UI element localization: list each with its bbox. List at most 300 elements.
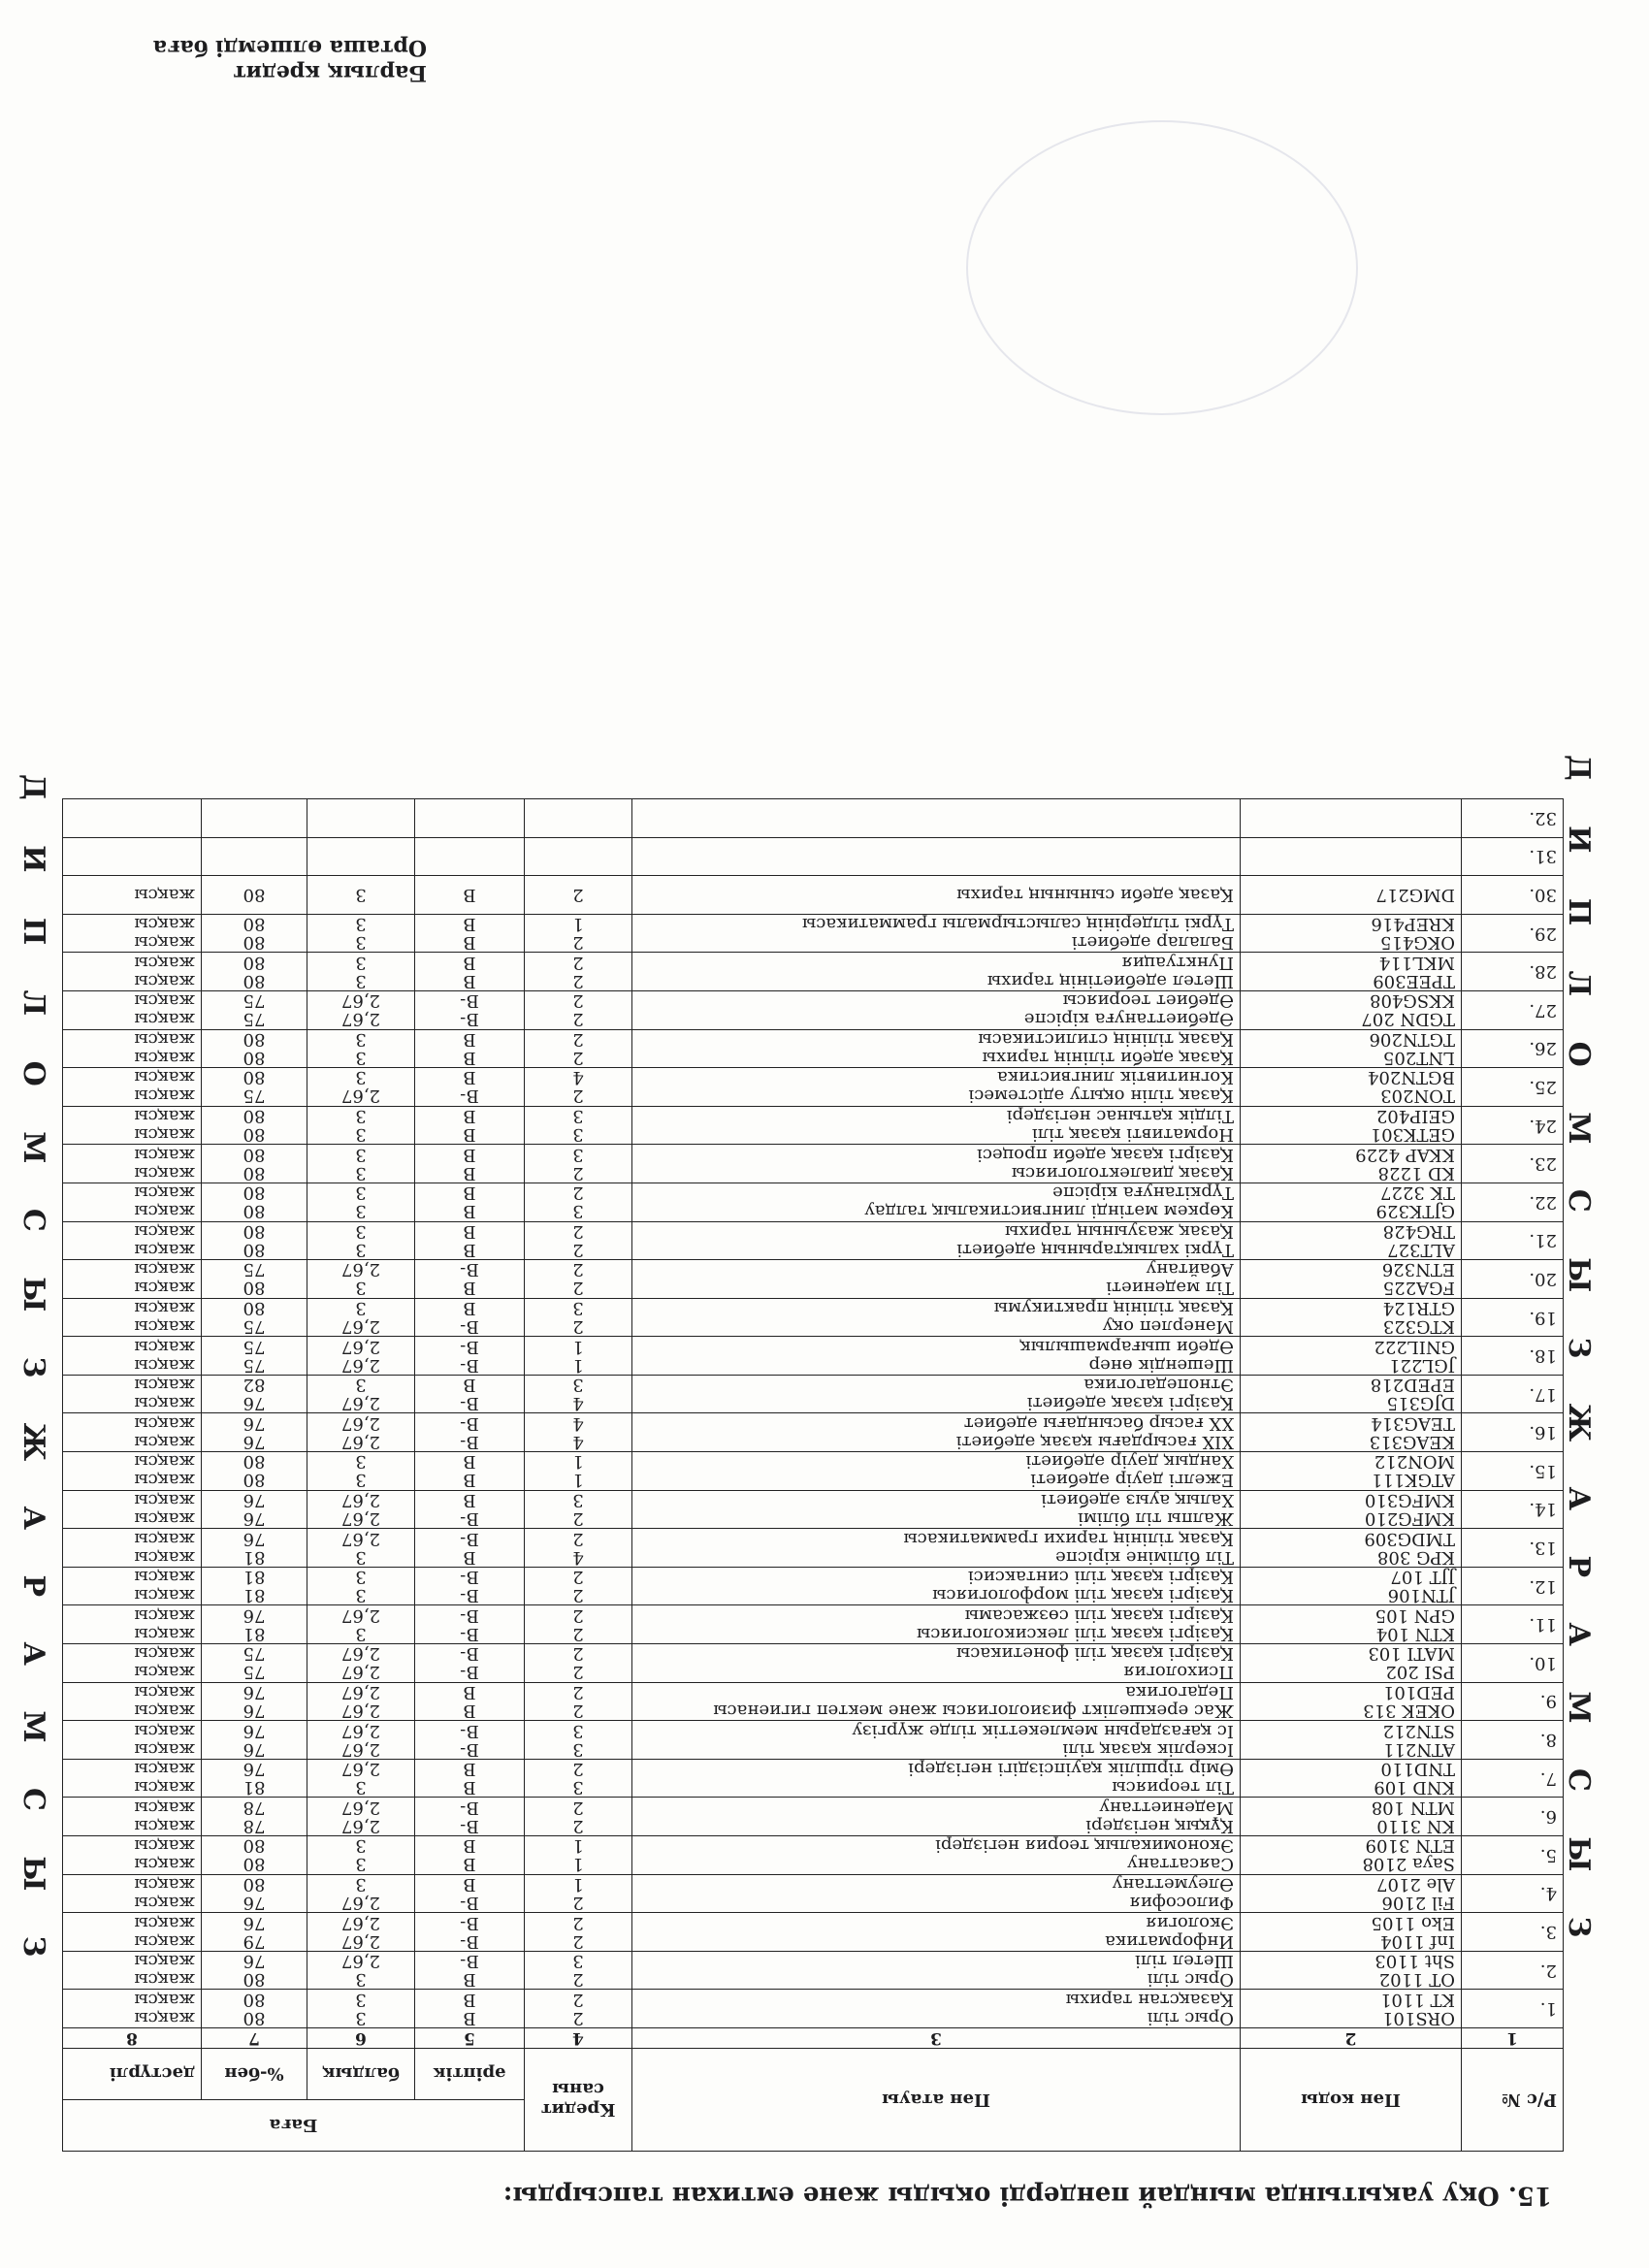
table-cell: [632, 914, 1241, 953]
table-cell: [1462, 1106, 1564, 1145]
course-code: MON212: [1374, 1451, 1455, 1473]
traditional-grade: жақсы: [134, 1239, 195, 1260]
course-code: TPEE309: [1373, 970, 1455, 991]
traditional-grade: жақсы: [134, 1354, 195, 1376]
letter-grade: B-: [460, 1797, 479, 1818]
traditional-grade: жақсы: [134, 990, 195, 1012]
percent-grade: 75: [242, 990, 266, 1012]
course-name: Когнитивтік лингвистика: [997, 1067, 1234, 1088]
percent-grade: 80: [242, 1989, 266, 2010]
course-code: Sht 1103: [1374, 1951, 1455, 1972]
percent-grade: 80: [242, 1969, 266, 1991]
credit-count: 4: [572, 1412, 584, 1434]
table-cell: [1241, 1567, 1462, 1605]
credit-count: 2: [572, 1047, 584, 1068]
credit-count: 4: [572, 1431, 584, 1452]
course-name: Шешендік өнер: [1088, 1354, 1234, 1376]
credit-count: 1: [572, 1354, 584, 1376]
row-number: 22.: [1529, 1191, 1557, 1213]
course-code: OKEK 313: [1363, 1700, 1455, 1721]
credit-count: 2: [572, 1183, 584, 1204]
credit-count: 2: [572, 1528, 584, 1549]
credit-count: 1: [572, 1854, 584, 1875]
table-cell: [1241, 1375, 1462, 1413]
table-cell: [525, 953, 632, 991]
table-cell: [525, 1145, 632, 1183]
table-row: [63, 1759, 1564, 1798]
course-name: Халық ауыз әдебиеті: [1041, 1489, 1234, 1510]
letter-grade: B-: [460, 1507, 479, 1529]
percent-grade: 76: [242, 1681, 266, 1702]
traditional-grade: жақсы: [134, 1546, 195, 1568]
table-cell: [1462, 1183, 1564, 1221]
table-cell: [1462, 876, 1564, 915]
point-grade: 2,67: [340, 1393, 381, 1414]
credit-count: 3: [572, 1106, 584, 1127]
course-name: Іскерлік қазақ тілі: [1062, 1738, 1234, 1760]
percent-grade: 76: [242, 1528, 266, 1549]
letter-grade: B: [463, 1047, 476, 1068]
table-cell: [632, 1682, 1241, 1721]
traditional-grade: жақсы: [134, 1316, 195, 1338]
table-cell: [63, 1644, 202, 1683]
letter-grade: B: [463, 1220, 476, 1242]
credit-count: 3: [572, 1720, 584, 1741]
percent-grade: 76: [242, 1507, 266, 1529]
traditional-grade: жақсы: [134, 1720, 195, 1741]
table-cell: [202, 1260, 307, 1299]
course-name: Шетел әдебиетінің тарихы: [986, 970, 1234, 991]
table-cell: [632, 837, 1241, 876]
course-code: GJTK329: [1375, 1201, 1455, 1222]
table-cell: [63, 837, 202, 876]
course-code: ETN 3109: [1365, 1835, 1455, 1857]
point-grade: 3: [355, 1585, 367, 1606]
table-row: [63, 1183, 1564, 1221]
course-name: Информатика: [1105, 1930, 1234, 1952]
point-grade: 3: [355, 914, 367, 935]
percent-grade: 76: [242, 1892, 266, 1913]
table-cell: [632, 1068, 1241, 1107]
course-name: Түркі халықтарының әдебиеті: [956, 1239, 1234, 1260]
credit-count: 2: [572, 1662, 584, 1683]
table-cell: [202, 1490, 307, 1529]
table-row: [63, 1567, 1564, 1605]
traditional-grade: жақсы: [134, 1028, 195, 1050]
letter-grade: B: [463, 1969, 476, 1991]
credit-count: 2: [572, 1912, 584, 1933]
side-label-right: Д И П Л О М С Ы З Ж А Р А М С Ы З: [16, 774, 50, 1975]
percent-grade: 80: [242, 1183, 266, 1204]
table-cell: [307, 1836, 415, 1875]
table-cell: [525, 1682, 632, 1721]
traditional-grade: жақсы: [134, 1797, 195, 1818]
table-cell: [1462, 837, 1564, 876]
course-code: Inf 1104: [1380, 1930, 1455, 1952]
table-cell: [63, 1721, 202, 1760]
row-number: 25.: [1529, 1076, 1557, 1097]
row-number: 18.: [1529, 1345, 1557, 1367]
table-cell: [415, 914, 525, 953]
point-grade: 2,67: [340, 1912, 381, 1933]
credit-count: 2: [572, 884, 584, 905]
course-name: Әлеуметтану: [1112, 1873, 1234, 1895]
course-code: ORS101: [1382, 2007, 1455, 2028]
table-cell: [1241, 953, 1462, 991]
course-name: Жас ерекшелікт физиологиясы және мектеп гигиенасы: [713, 1700, 1234, 1721]
table-cell: [525, 1413, 632, 1452]
percent-grade: 75: [242, 1354, 266, 1376]
table-cell: [202, 1644, 307, 1683]
traditional-grade: жақсы: [134, 1489, 195, 1510]
point-grade: 3: [355, 952, 367, 973]
point-grade: 2,67: [340, 1431, 381, 1452]
table-cell: [202, 1452, 307, 1491]
letter-grade: B-: [460, 1354, 479, 1376]
credit-count: 2: [572, 1278, 584, 1299]
traditional-grade: жақсы: [134, 1106, 195, 1127]
letter-grade: B-: [460, 1912, 479, 1933]
row-number: 30.: [1529, 884, 1557, 905]
table-cell: [63, 1029, 202, 1068]
course-name: Түркітануға кіріспе: [1052, 1183, 1234, 1204]
course-name: Қазақ әдеби сынының тарихы: [956, 884, 1234, 905]
table-cell: [1241, 1836, 1462, 1875]
point-grade: 2,67: [340, 1354, 381, 1376]
table-cell: [307, 1452, 415, 1491]
percent-grade: 80: [242, 914, 266, 935]
table-cell: [63, 990, 202, 1029]
letter-grade: B-: [460, 1431, 479, 1452]
letter-grade: B-: [460, 1393, 479, 1414]
course-code: MATI 103: [1368, 1643, 1455, 1665]
traditional-grade: жақсы: [134, 1278, 195, 1299]
traditional-grade: жақсы: [134, 1528, 195, 1549]
table-cell: [632, 799, 1241, 838]
table-cell: [63, 1183, 202, 1221]
point-grade: 2,67: [340, 1738, 381, 1760]
table-cell: [1462, 1452, 1564, 1491]
letter-grade: B: [463, 1106, 476, 1127]
letter-grade: B-: [460, 1567, 479, 1588]
gpa-label: Орташа өлшемді баға: [152, 35, 427, 60]
table-row: [63, 1798, 1564, 1836]
letter-grade: B: [463, 1298, 476, 1319]
table-cell: [525, 1029, 632, 1068]
letter-grade: B: [463, 1375, 476, 1396]
table-cell: [1241, 914, 1462, 953]
table-cell: [202, 1413, 307, 1452]
letter-grade: B: [463, 1144, 476, 1165]
table-cell: [63, 1490, 202, 1529]
table-cell: [1241, 1605, 1462, 1644]
letter-grade: B: [463, 1854, 476, 1875]
traditional-grade: жақсы: [134, 1067, 195, 1088]
row-number: 3.: [1539, 1922, 1557, 1943]
table-cell: [525, 1375, 632, 1413]
percent-grade: 75: [242, 1009, 266, 1030]
letter-grade: B-: [460, 1528, 479, 1549]
course-code: TEAG314: [1371, 1412, 1455, 1434]
letter-grade: B: [463, 952, 476, 973]
table-row: [63, 799, 1564, 838]
table-cell: [1462, 953, 1564, 991]
credit-count: 2: [572, 1969, 584, 1991]
table-cell: [415, 1682, 525, 1721]
credit-count: 2: [572, 1316, 584, 1338]
course-code: GEIP402: [1375, 1106, 1455, 1127]
credit-count: 2: [572, 1815, 584, 1836]
table-cell: [202, 1874, 307, 1913]
table-cell: [415, 1836, 525, 1875]
percent-grade: 80: [242, 1278, 266, 1299]
credit-count: 2: [572, 1759, 584, 1780]
table-cell: [415, 1721, 525, 1760]
traditional-grade: жақсы: [134, 1259, 195, 1280]
col-number: 7: [202, 2028, 307, 2049]
traditional-grade: жақсы: [134, 1969, 195, 1991]
letter-grade: B: [463, 884, 476, 905]
course-name: Орыс тілі: [1147, 2007, 1234, 2028]
credit-count: 3: [572, 1124, 584, 1146]
table-cell: [525, 876, 632, 915]
letter-grade: B: [463, 932, 476, 954]
course-name: Этнопедагогика: [1083, 1375, 1234, 1396]
table-cell: [202, 1798, 307, 1836]
table-cell: [1241, 876, 1462, 915]
row-number: 26.: [1529, 1038, 1557, 1059]
table-cell: [307, 1413, 415, 1452]
table-row: [63, 1721, 1564, 1760]
percent-grade: 81: [242, 1623, 266, 1644]
course-name: Ежелгі дәуір әдебиеті: [1030, 1470, 1234, 1491]
row-number: 1.: [1539, 1998, 1557, 2020]
percent-grade: 80: [242, 952, 266, 973]
row-number: 11.: [1529, 1614, 1557, 1636]
percent-grade: 75: [242, 1085, 266, 1107]
table-cell: [202, 953, 307, 991]
letter-grade: B-: [460, 990, 479, 1012]
table-cell: [63, 1068, 202, 1107]
table-row: [63, 1990, 1564, 2028]
point-grade: 2,67: [340, 1815, 381, 1836]
point-grade: 3: [355, 1183, 367, 1204]
col-header-name: Пән атауы: [632, 2049, 1241, 2152]
table-cell: [1241, 990, 1462, 1029]
letter-grade: B-: [460, 1604, 479, 1626]
table-cell: [202, 1145, 307, 1183]
point-grade: 3: [355, 1567, 367, 1588]
table-cell: [525, 1260, 632, 1299]
credit-count: 3: [572, 1144, 584, 1165]
table-cell: [1462, 914, 1564, 953]
percent-grade: 75: [242, 1662, 266, 1683]
table-cell: [525, 1913, 632, 1952]
percent-grade: 80: [242, 970, 266, 991]
row-number: 19.: [1529, 1307, 1557, 1328]
course-code: KN 3110: [1376, 1815, 1455, 1836]
traditional-grade: жақсы: [134, 2007, 195, 2028]
footer-totals: [153, 35, 427, 85]
table-cell: [525, 1798, 632, 1836]
table-cell: [307, 1068, 415, 1107]
course-name: Қазіргі қазақ әдебиеті: [1026, 1393, 1234, 1414]
course-code: DMG217: [1375, 884, 1455, 905]
point-grade: 3: [355, 1162, 367, 1183]
table-cell: [307, 1798, 415, 1836]
table-cell: [63, 914, 202, 953]
table-cell: [632, 1567, 1241, 1605]
percent-grade: 76: [242, 1604, 266, 1626]
table-cell: [1462, 1798, 1564, 1836]
table-cell: [1462, 1990, 1564, 2028]
table-cell: [525, 1990, 632, 2028]
course-code: KKAP 4229: [1355, 1144, 1455, 1165]
col-header-traditional: дәстүрлі: [63, 2049, 202, 2100]
table-row: [63, 1951, 1564, 1990]
credit-count: 2: [572, 1220, 584, 1242]
traditional-grade: жақсы: [134, 1623, 195, 1644]
table-cell: [202, 1836, 307, 1875]
table-cell: [632, 1759, 1241, 1798]
letter-grade: B: [463, 1239, 476, 1260]
traditional-grade: жақсы: [134, 1124, 195, 1146]
course-code: DJG315: [1386, 1393, 1455, 1414]
table-cell: [202, 1605, 307, 1644]
point-grade: 2,67: [340, 1662, 381, 1683]
section-heading: 15. Оқу уақытында мыңдай пәндерді оқыды және емтихан тапсырды:: [502, 2181, 1552, 2210]
credit-count: 2: [572, 1567, 584, 1588]
col-header-percent: %-бен: [202, 2049, 307, 2100]
table-cell: [63, 1298, 202, 1337]
letter-grade: B: [463, 1162, 476, 1183]
course-name: Тілдік қатынас негіздері: [1006, 1106, 1234, 1127]
course-name: Шетел тілі: [1135, 1951, 1234, 1972]
table-cell: [632, 1375, 1241, 1413]
row-number: 9.: [1539, 1691, 1557, 1712]
table-cell: [63, 876, 202, 915]
traditional-grade: жақсы: [134, 1892, 195, 1913]
table-cell: [307, 1029, 415, 1068]
point-grade: 2,67: [340, 1604, 381, 1626]
table-cell: [202, 1337, 307, 1376]
course-code: TON203: [1380, 1085, 1455, 1107]
table-cell: [1241, 1951, 1462, 1990]
credit-count: 2: [572, 1507, 584, 1529]
course-name: Өмір тіршілік қауіпсіздігі негіздері: [908, 1759, 1234, 1780]
table-cell: [307, 1605, 415, 1644]
letter-grade: B: [463, 1681, 476, 1702]
table-cell: [63, 1951, 202, 1990]
course-name: Әдебиет теориясы: [1062, 990, 1234, 1012]
table-cell: [415, 1183, 525, 1221]
point-grade: 3: [355, 1777, 367, 1798]
letter-grade: B-: [460, 1930, 479, 1952]
point-grade: 3: [355, 1969, 367, 1991]
table-cell: [202, 799, 307, 838]
percent-grade: 80: [242, 1470, 266, 1491]
percent-grade: 80: [242, 1162, 266, 1183]
table-cell: [525, 1068, 632, 1107]
table-cell: [415, 1490, 525, 1529]
letter-grade: B: [463, 1759, 476, 1780]
table-cell: [1241, 1721, 1462, 1760]
table-row: [63, 1413, 1564, 1452]
table-cell: [632, 1106, 1241, 1145]
course-name: Философия: [1129, 1892, 1234, 1913]
letter-grade: B-: [460, 1951, 479, 1972]
table-cell: [525, 914, 632, 953]
course-name: Қазақ тілін оқыту әдістемесі: [968, 1085, 1234, 1107]
letter-grade: B: [463, 1278, 476, 1299]
table-cell: [415, 1221, 525, 1260]
table-cell: [63, 1567, 202, 1605]
letter-grade: B: [463, 914, 476, 935]
row-number: 8.: [1539, 1730, 1557, 1751]
table-cell: [1462, 1260, 1564, 1299]
table-cell: [525, 1221, 632, 1260]
table-cell: [202, 1990, 307, 2028]
table-cell: [415, 1029, 525, 1068]
table-cell: [415, 1260, 525, 1299]
table-cell: [307, 837, 415, 876]
traditional-grade: жақсы: [134, 1144, 195, 1165]
table-cell: [632, 1529, 1241, 1568]
table-cell: [1241, 799, 1462, 838]
percent-grade: 76: [242, 1431, 266, 1452]
letter-grade: B: [463, 1777, 476, 1798]
table-cell: [202, 1106, 307, 1145]
point-grade: 3: [355, 1873, 367, 1895]
point-grade: 3: [355, 1106, 367, 1127]
table-cell: [1462, 1567, 1564, 1605]
point-grade: 3: [355, 1278, 367, 1299]
table-cell: [307, 799, 415, 838]
table-cell: [415, 1337, 525, 1376]
table-cell: [415, 990, 525, 1029]
table-cell: [307, 1221, 415, 1260]
table-cell: [307, 1183, 415, 1221]
credit-count: 4: [572, 1546, 584, 1568]
letter-grade: B-: [460, 1662, 479, 1683]
row-number: 20.: [1529, 1268, 1557, 1289]
table-cell: [307, 1682, 415, 1721]
table-cell: [415, 799, 525, 838]
traditional-grade: жақсы: [134, 1470, 195, 1491]
table-cell: [632, 1836, 1241, 1875]
course-name: Балалар әдебиеті: [1071, 932, 1234, 954]
letter-grade: B: [463, 1489, 476, 1510]
table-cell: [1241, 1490, 1462, 1529]
letter-grade: B-: [460, 1643, 479, 1665]
course-name: Әдеби шығармашылық: [1019, 1336, 1234, 1357]
letter-grade: B: [463, 1451, 476, 1473]
point-grade: 3: [355, 1220, 367, 1242]
course-code: GNIL222: [1374, 1336, 1455, 1357]
table-cell: [525, 1644, 632, 1683]
table-cell: [1241, 1106, 1462, 1145]
table-cell: [632, 1913, 1241, 1952]
table-cell: [202, 990, 307, 1029]
letter-grade: B-: [460, 1815, 479, 1836]
table-cell: [202, 1913, 307, 1952]
traditional-grade: жақсы: [134, 1815, 195, 1836]
course-name: Психология: [1123, 1662, 1234, 1683]
table-cell: [1462, 1913, 1564, 1952]
course-name: Қазақ диалектологиясы: [1011, 1162, 1234, 1183]
credit-count: 3: [572, 1489, 584, 1510]
letter-grade: B-: [460, 1009, 479, 1030]
